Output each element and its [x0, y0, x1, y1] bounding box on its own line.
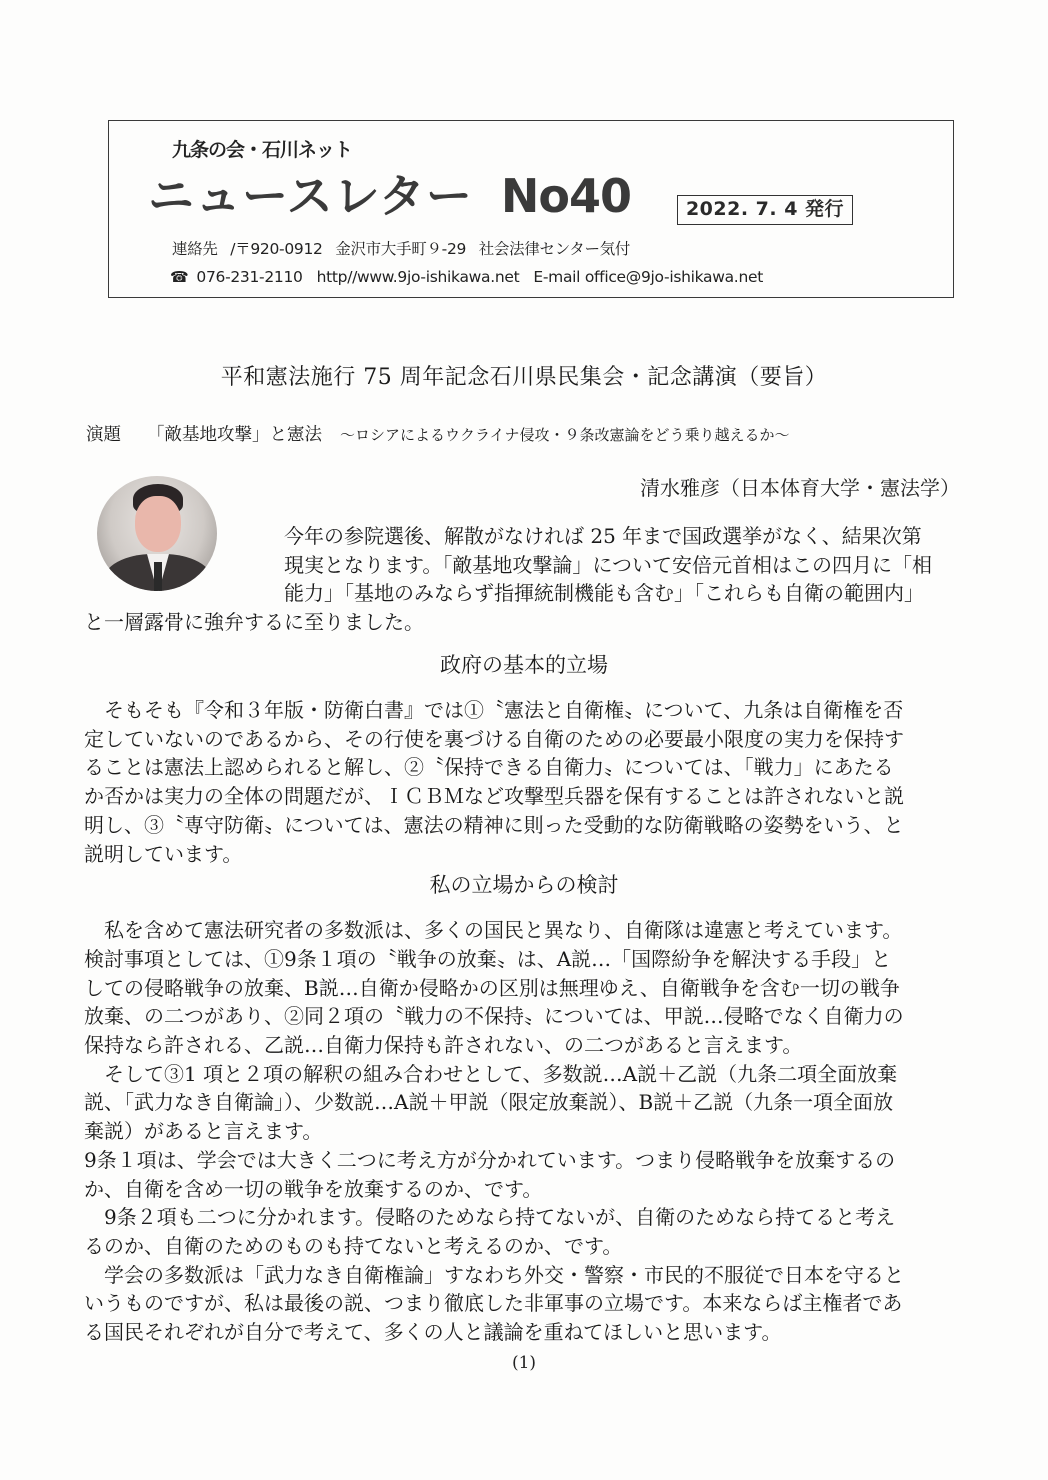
address-care-of: 社会法律センター気付 — [478, 240, 631, 258]
body-line: 明し、③〝専守防衛〟については、憲法の精神に則った受動的な防衛戦略の姿勢をいう、と — [84, 812, 904, 837]
body-line: か、自衛を含め一切の戦争を放棄するのか、です。 — [84, 1176, 543, 1201]
issue-date: 2022. 7. 4 発行 — [677, 195, 853, 225]
email-label: E-mail — [533, 268, 581, 286]
article-title: 平和憲法施行 75 周年記念石川県民集会・記念講演（要旨） — [220, 365, 828, 390]
body-line: 放棄、の二つがあり、②同２項の〝戦力の不保持〟については、甲説…侵略でなく自衛力の — [84, 1004, 904, 1029]
address: 金沢市大手町９-29 — [335, 240, 467, 258]
website-link[interactable]: http//www.9jo-ishikawa.net — [316, 268, 520, 286]
body-line: る国民それぞれが自分で考えて、多くの人と議論を重ねてほしいと思います。 — [84, 1320, 782, 1345]
body-line: 9条１項は、学会では大きく二つに考え方が分かれています。つまり侵略戦争を放棄するの — [84, 1147, 896, 1172]
issue-number: No40 — [500, 169, 631, 223]
body-line: か否かは実力の全体の問題だが、ＩＣＢＭなど攻撃型兵器を保有することは許されないと説 — [84, 784, 904, 809]
section-heading-my-position: 私の立場からの検討 — [429, 873, 619, 898]
phone-icon: ☎ — [170, 268, 189, 286]
contact-label: 連絡先 — [172, 240, 218, 258]
theme-subtitle: ～ロシアによるウクライナ侵攻・９条改憲論をどう乗り越えるか～ — [340, 426, 790, 444]
intro-line: と一層露骨に強弁するに至りました。 — [84, 609, 424, 634]
section-body-government-position — [84, 696, 964, 868]
body-line: 検討事項としては、①9条１項の〝戦争の放棄〟は、A説…「国際紛争を解決する手段」と — [84, 946, 892, 971]
theme-label: 演題 — [86, 425, 121, 445]
newsletter-title-text: ニュースレター — [148, 169, 473, 223]
contact-address-line — [172, 238, 638, 260]
body-line: るのか、自衛のためのものも持てないと考えるのか、です。 — [84, 1233, 623, 1258]
body-line: そして③1 項と２項の解釈の組み合わせとして、多数説…A説＋乙説（九条二項全面放棄 — [84, 1061, 898, 1086]
body-line: 9条２項も二つに分かれます。侵略のためなら持てないが、自衛のためなら持てると考え — [84, 1205, 896, 1230]
organization-name: 九条の会・石川ネット — [172, 139, 353, 161]
intro-line: 今年の参院選後、解散がなければ 25 年まで国政選挙がなく、結果次第 — [284, 524, 922, 548]
author-byline: 清水雅彦（日本体育大学・憲法学） — [640, 476, 960, 500]
page-number: (1) — [511, 1352, 537, 1373]
body-line: 学会の多数派は「武力なき自衛権論」すなわち外交・警察・市民的不服従で日本を守ると — [84, 1262, 904, 1287]
section-body-my-position — [84, 916, 964, 1347]
lecture-theme — [86, 422, 964, 448]
email-link[interactable]: office@9jo-ishikawa.net — [584, 268, 763, 286]
intro-line: 現実となります。「敵基地攻撃論」について安倍元首相はこの四月に「相 — [284, 552, 932, 577]
postal-code: /〒920-0912 — [230, 240, 323, 258]
contact-info-line — [170, 266, 763, 288]
body-line: いうものですが、私は最後の説、つまり徹底した非軍事の立場です。本来ならば主権者であ — [84, 1291, 903, 1316]
body-line: ることは憲法上認められると解し、②〝保持できる自衛力〟については、「戦力」にあたる — [84, 755, 894, 780]
body-line: 保持なら許される、乙説…自衛力保持も許されない、の二つがあると言えます。 — [84, 1033, 803, 1058]
author-row — [84, 474, 964, 502]
body-line: そもそも『令和３年版・防衛白書』では①〝憲法と自衛権〟について、九条は自衛権を否 — [84, 698, 904, 722]
body-line: 私を含めて憲法研究者の多数派は、多くの国民と異なり、自衛隊は違憲と考えています。 — [84, 918, 903, 943]
body-line: 定していないのであるから、その行使を裏づける自衛のための必要最小限度の実力を保持す — [84, 726, 904, 751]
body-line: しての侵略戦争の放棄、B説…自衛か侵略かの区別は無理ゆえ、自衛戦争を含む一切の戦争 — [84, 975, 900, 1000]
section-heading-government-position: 政府の基本的立場 — [440, 653, 608, 677]
body-line: 棄説）があると言えます。 — [84, 1119, 323, 1144]
author-photo — [97, 476, 217, 591]
body-line: 説、「武力なき自衛論」）、少数説…A説＋甲説（限定放棄説）、B説＋乙説（九条一項全面放 — [84, 1090, 894, 1115]
intro-line: 能力」「基地のみならず指揮統制機能も含む」「これらも自衛の範囲内」 — [284, 581, 924, 605]
phone-number: 076-231-2110 — [196, 268, 303, 286]
body-line: 説明しています。 — [84, 841, 243, 866]
newsletter-title — [148, 168, 631, 224]
article-body — [84, 362, 964, 1375]
theme-main: 「敵基地攻撃」と憲法 — [147, 425, 322, 445]
